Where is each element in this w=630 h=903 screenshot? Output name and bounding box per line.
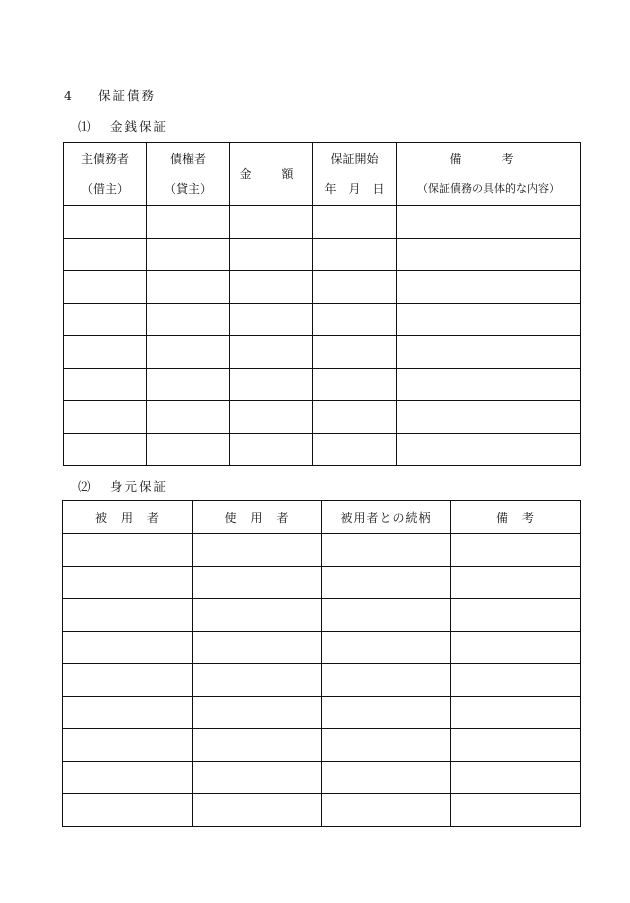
table-row xyxy=(63,599,581,632)
table-cell[interactable] xyxy=(64,271,147,304)
table-cell[interactable] xyxy=(397,433,581,466)
table-cell[interactable] xyxy=(397,336,581,369)
table-row xyxy=(64,433,581,466)
header-employee: 被 用 者 xyxy=(63,501,193,534)
table-cell[interactable] xyxy=(193,534,322,567)
table-cell[interactable] xyxy=(64,206,147,239)
table-cell[interactable] xyxy=(147,238,230,271)
table-cell[interactable] xyxy=(313,238,397,271)
header-guarantee-start xyxy=(313,143,397,206)
table-row xyxy=(63,696,581,729)
table-cell[interactable] xyxy=(397,401,581,434)
table-cell[interactable] xyxy=(397,368,581,401)
table-cell[interactable] xyxy=(193,664,322,697)
table-row xyxy=(64,238,581,271)
table-cell[interactable] xyxy=(147,368,230,401)
table-cell[interactable] xyxy=(230,368,313,401)
header-creditor xyxy=(147,143,230,206)
table-cell[interactable] xyxy=(147,336,230,369)
table-cell[interactable] xyxy=(451,534,581,567)
table-cell[interactable] xyxy=(63,599,193,632)
header-guarantee-start-date: 年 月 日 xyxy=(324,182,385,196)
table-cell[interactable] xyxy=(451,599,581,632)
table-row xyxy=(63,729,581,762)
table-cell[interactable] xyxy=(451,566,581,599)
table-row xyxy=(63,534,581,567)
table-cell[interactable] xyxy=(451,729,581,762)
table-cell[interactable] xyxy=(230,401,313,434)
table-cell[interactable] xyxy=(193,599,322,632)
table-cell[interactable] xyxy=(193,761,322,794)
table-cell[interactable] xyxy=(147,271,230,304)
table-row xyxy=(63,664,581,697)
section-number: 4 xyxy=(64,88,72,103)
header-remarks xyxy=(397,143,581,206)
section-heading xyxy=(64,86,156,104)
table-cell[interactable] xyxy=(147,303,230,336)
table-cell[interactable] xyxy=(322,761,451,794)
section-title: 保証債務 xyxy=(98,88,157,103)
table-cell[interactable] xyxy=(63,696,193,729)
table-cell[interactable] xyxy=(64,433,147,466)
table-cell[interactable] xyxy=(193,631,322,664)
table-cell[interactable] xyxy=(313,336,397,369)
table-cell[interactable] xyxy=(64,238,147,271)
table-cell[interactable] xyxy=(230,206,313,239)
table-cell[interactable] xyxy=(322,631,451,664)
table-cell[interactable] xyxy=(63,534,193,567)
table-cell[interactable] xyxy=(64,303,147,336)
table-cell[interactable] xyxy=(147,401,230,434)
table-cell[interactable] xyxy=(313,401,397,434)
table-cell[interactable] xyxy=(451,761,581,794)
identity-guarantee-number: ⑵ xyxy=(78,479,91,494)
header-creditor-note: （貸主） xyxy=(163,182,212,196)
table-cell[interactable] xyxy=(147,433,230,466)
table-cell[interactable] xyxy=(313,271,397,304)
table-cell[interactable] xyxy=(230,271,313,304)
table-row xyxy=(64,401,581,434)
table-cell[interactable] xyxy=(451,794,581,827)
table-row xyxy=(63,794,581,827)
table-cell[interactable] xyxy=(193,566,322,599)
table-cell[interactable] xyxy=(230,433,313,466)
table-row xyxy=(63,631,581,664)
table-cell[interactable] xyxy=(397,206,581,239)
monetary-guarantee-title: 金銭保証 xyxy=(110,119,169,134)
table-cell[interactable] xyxy=(451,631,581,664)
table-cell[interactable] xyxy=(451,664,581,697)
table-cell[interactable] xyxy=(64,336,147,369)
header-remarks-label: 備 考 xyxy=(449,152,528,166)
table-cell[interactable] xyxy=(63,729,193,762)
table-cell[interactable] xyxy=(397,303,581,336)
header-employer: 使 用 者 xyxy=(193,501,322,534)
table-cell[interactable] xyxy=(322,599,451,632)
table-cell[interactable] xyxy=(322,794,451,827)
monetary-guarantee-table xyxy=(63,142,581,466)
identity-guarantee-title: 身元保証 xyxy=(110,479,169,494)
table-cell[interactable] xyxy=(63,664,193,697)
header-guarantee-start-label: 保証開始 xyxy=(330,152,379,166)
header-remarks-2: 備 考 xyxy=(451,501,581,534)
table-cell[interactable] xyxy=(322,696,451,729)
table-cell[interactable] xyxy=(230,303,313,336)
table-cell[interactable] xyxy=(313,368,397,401)
table-header-row xyxy=(64,143,581,206)
table-cell[interactable] xyxy=(230,336,313,369)
table-cell[interactable] xyxy=(451,696,581,729)
monetary-guarantee-heading xyxy=(78,117,168,135)
table-cell[interactable] xyxy=(63,794,193,827)
table-cell[interactable] xyxy=(397,238,581,271)
header-creditor-label: 債権者 xyxy=(169,152,206,166)
table-cell[interactable] xyxy=(63,761,193,794)
header-relationship: 被用者との続柄 xyxy=(322,501,451,534)
table-cell[interactable] xyxy=(193,729,322,762)
table-cell[interactable] xyxy=(64,401,147,434)
table-row xyxy=(64,368,581,401)
table-cell[interactable] xyxy=(63,631,193,664)
table-cell[interactable] xyxy=(322,664,451,697)
header-principal-debtor-label: 主債務者 xyxy=(80,152,129,166)
header-remarks-note: （保証債務の具体的な内容） xyxy=(417,182,560,195)
table-row xyxy=(64,206,581,239)
table-cell[interactable] xyxy=(64,368,147,401)
header-principal-debtor-note: （借主） xyxy=(80,182,129,196)
table-cell[interactable] xyxy=(147,206,230,239)
table-cell[interactable] xyxy=(193,794,322,827)
table-cell[interactable] xyxy=(193,696,322,729)
table-cell[interactable] xyxy=(230,238,313,271)
header-principal-debtor xyxy=(64,143,147,206)
header-amount: 金 額 xyxy=(230,143,313,206)
table-header-row xyxy=(63,501,581,534)
identity-guarantee-heading xyxy=(78,477,168,495)
table-cell[interactable] xyxy=(313,206,397,239)
table-row xyxy=(64,336,581,369)
table-cell[interactable] xyxy=(313,433,397,466)
table-cell[interactable] xyxy=(322,534,451,567)
table-row xyxy=(63,761,581,794)
table-row xyxy=(64,271,581,304)
table-cell[interactable] xyxy=(397,271,581,304)
table-cell[interactable] xyxy=(322,729,451,762)
table-row xyxy=(63,566,581,599)
identity-guarantee-table xyxy=(62,500,581,827)
table-cell[interactable] xyxy=(313,303,397,336)
table-cell[interactable] xyxy=(322,566,451,599)
table-cell[interactable] xyxy=(63,566,193,599)
table-row xyxy=(64,303,581,336)
monetary-guarantee-number: ⑴ xyxy=(78,119,91,134)
